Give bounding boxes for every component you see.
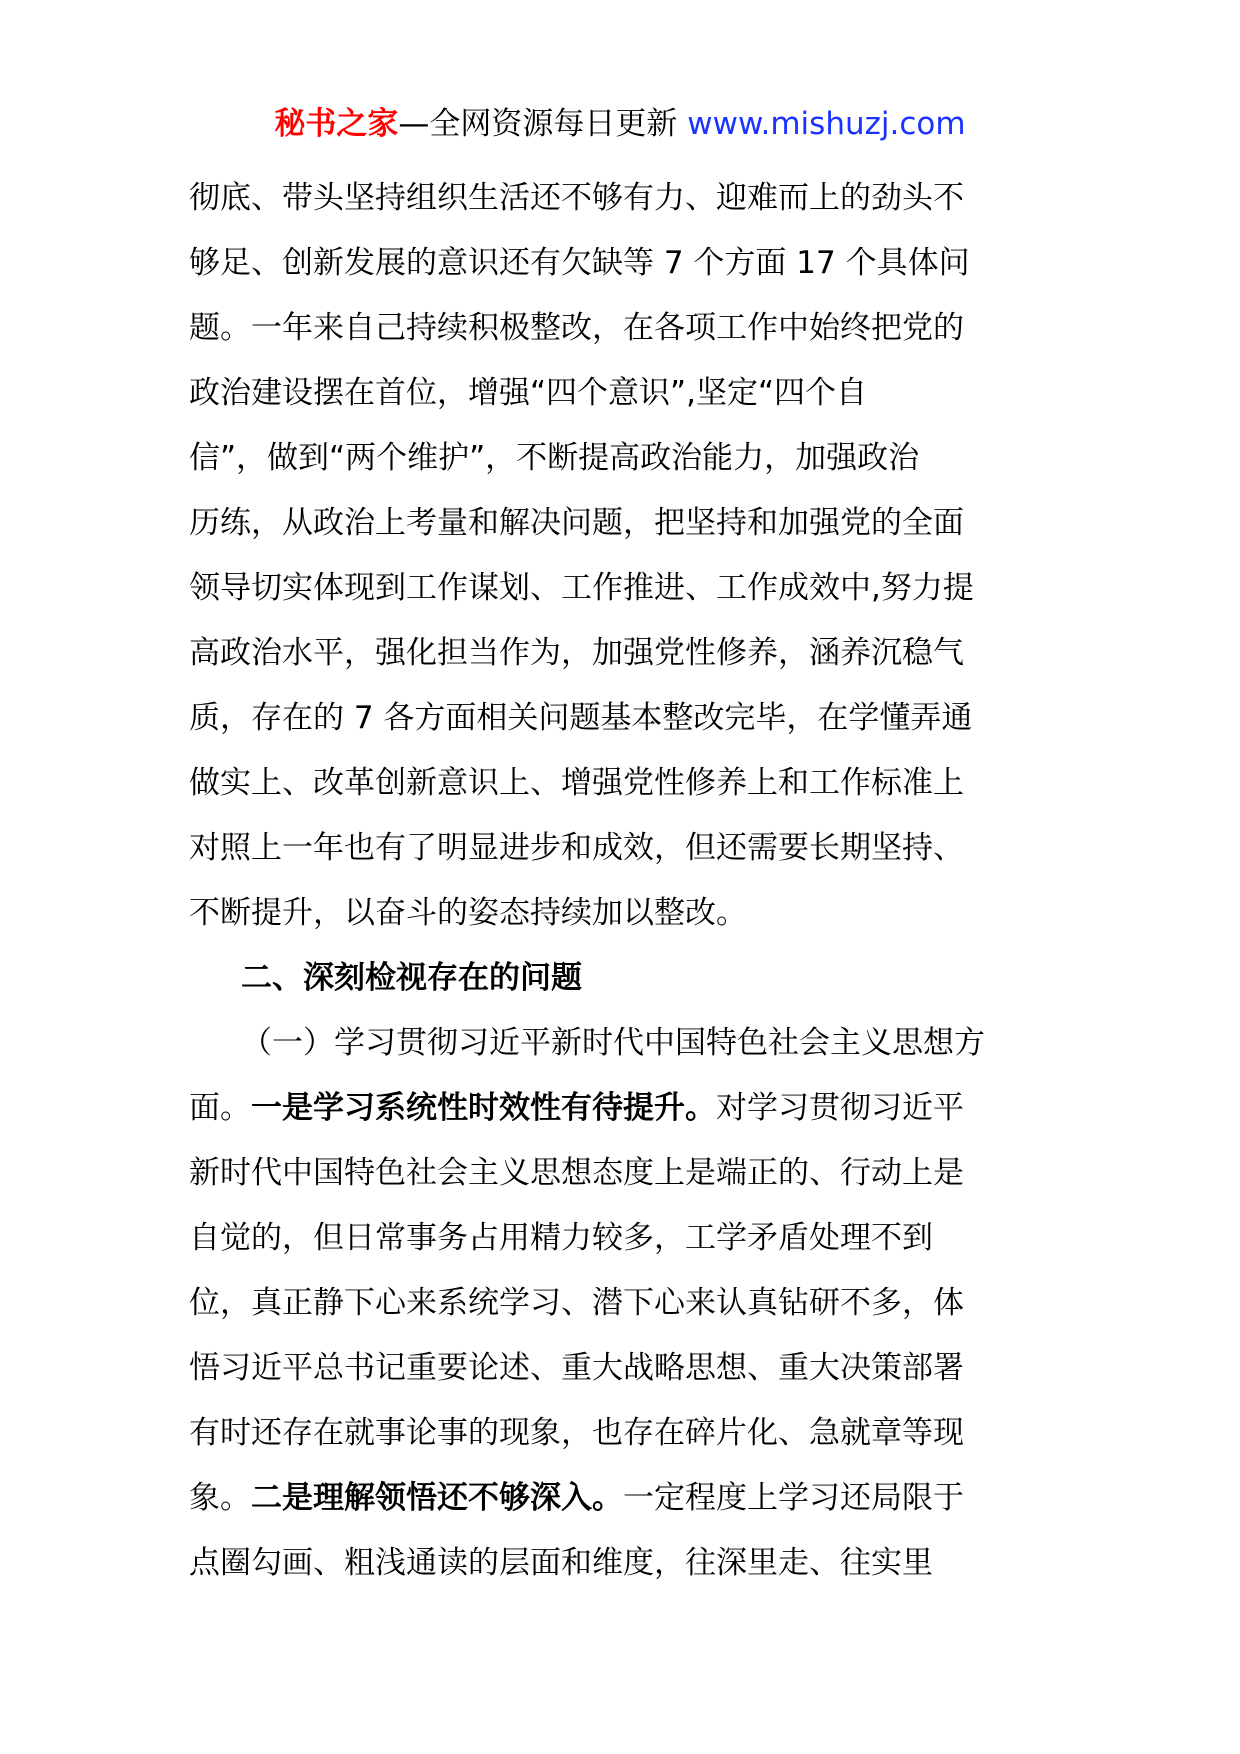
paragraph-line: 悟习近平总书记重要论述、重大战略思想、重大决策部署 <box>189 1350 964 1386</box>
text-run: 对学习贯彻习近平 <box>716 1090 964 1126</box>
paragraph-line: 位，真正静下心来系统学习、潜下心来认真钻研不多，体 <box>189 1285 964 1321</box>
paragraph-line: 高政治水平，强化担当作为，加强党性修养，涵养沉稳气 <box>189 635 964 671</box>
document-body <box>189 166 1069 1596</box>
paragraph-line: 彻底、带头坚持组织生活还不够有力、迎难而上的劲头不 <box>189 180 964 216</box>
paragraph-line: 不断提升，以奋斗的姿态持续加以整改。 <box>189 895 747 931</box>
paragraph-line: 政治建设摆在首位，增强“四个意识”,坚定“四个自 <box>189 375 868 411</box>
site-header <box>0 100 1240 148</box>
paragraph-line: 对照上一年也有了明显进步和成效，但还需要长期坚持、 <box>189 830 964 866</box>
text-run: 象。 <box>189 1480 251 1516</box>
paragraph-line: 点圈勾画、粗浅通读的层面和维度，往深里走、往实里 <box>189 1545 933 1581</box>
paragraph-line: 历练，从政治上考量和解决问题，把坚持和加强党的全面 <box>189 505 964 541</box>
paragraph-line: 领导切实体现到工作谋划、工作推进、工作成效中,努力提 <box>189 570 974 606</box>
paragraph-line: 新时代中国特色社会主义思想态度上是端正的、行动上是 <box>189 1155 964 1191</box>
paragraph-line: 够足、创新发展的意识还有欠缺等 7 个方面 17 个具体问 <box>189 245 970 281</box>
paragraph-line <box>189 1076 1069 1141</box>
text-run: 一定程度上学习还局限于 <box>623 1480 964 1516</box>
paragraph-line: 做实上、改革创新意识上、增强党性修养上和工作标准上 <box>189 765 964 801</box>
section-heading: 二、深刻检视存在的问题 <box>241 960 582 996</box>
paragraph-line: 自觉的，但日常事务占用精力较多，工学矛盾处理不到 <box>189 1220 933 1256</box>
bold-point-2: 二是理解领悟还不够深入。 <box>251 1480 623 1516</box>
paragraph-line: 题。一年来自己持续积极整改，在各项工作中始终把党的 <box>189 310 964 346</box>
header-slogan: —全网资源每日更新 <box>398 106 688 142</box>
brand-name: 秘书之家 <box>274 106 399 142</box>
subsection-line: （一）学习贯彻习近平新时代中国特色社会主义思想方 <box>241 1025 985 1061</box>
bold-point-1: 一是学习系统性时效性有待提升。 <box>251 1090 716 1126</box>
paragraph-line: 有时还存在就事论事的现象，也存在碎片化、急就章等现 <box>189 1415 964 1451</box>
text-run: 面。 <box>189 1090 251 1126</box>
paragraph-line: 质，存在的 7 各方面相关问题基本整改完毕，在学懂弄通 <box>189 700 973 736</box>
paragraph-line <box>189 1466 1069 1531</box>
site-url-link[interactable]: www.mishuzj.com <box>687 106 966 142</box>
paragraph-line: 信”，做到“两个维护”，不断提高政治能力，加强政治 <box>189 440 920 476</box>
